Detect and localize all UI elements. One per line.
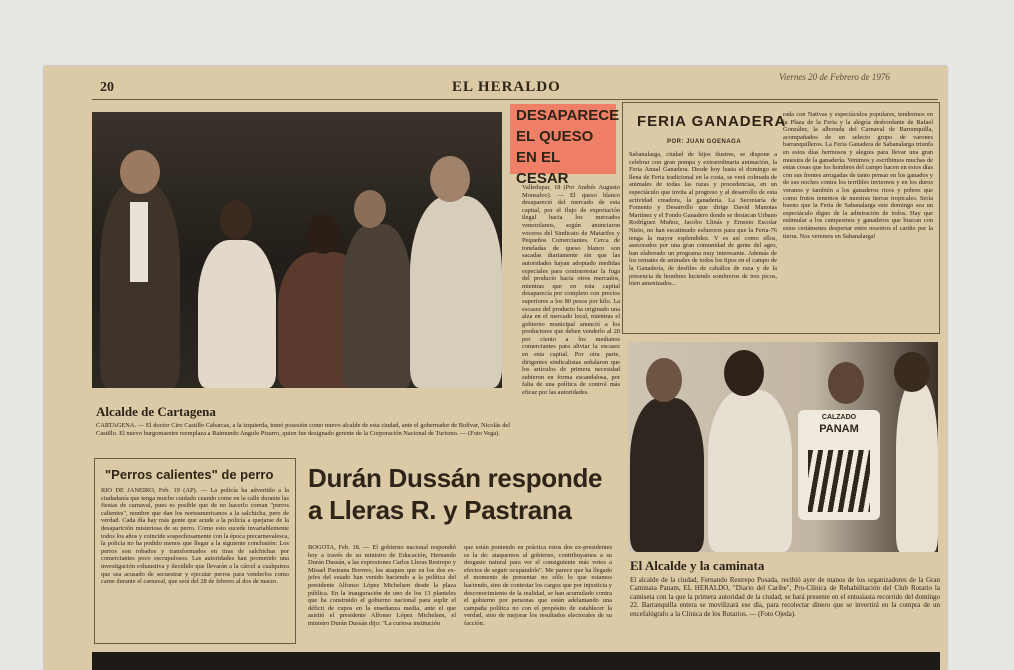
- issue-date: Viernes 20 de Febrero de 1976: [779, 72, 890, 82]
- photo2-caption: El Alcalde y la caminata: [630, 558, 765, 573]
- feria-box: [622, 102, 940, 334]
- queso-headline-line2: EL QUESO: [516, 128, 594, 145]
- feria-byline: POR: JUAN GOENAGA: [667, 139, 742, 145]
- masthead-rule: [92, 99, 938, 100]
- duran-headline-line2: a Lleras R. y Pastrana: [308, 495, 572, 525]
- queso-headline-line3: EN EL CESAR: [516, 149, 569, 187]
- queso-headline-box: [510, 104, 620, 187]
- newspaper-page: [44, 66, 947, 670]
- page-number: 20: [100, 80, 114, 95]
- cartagena-photo: [92, 112, 502, 388]
- shirt-brand: PANAM: [819, 423, 859, 435]
- perros-text: RIO DE JANEIRO, Feb. 19 (AP). — La policía ha advertido a la ciudadanía que tenga mucho cuidado cuando come en la calle durante las fiestas de carnaval, pues es posible que de no hacerlo coman "perros calientes", nombre que dan los norteamericanos a la salchicha, pero de verdad. Cada día hay más gente que acude a la policía a quejarse de la desaparición misteriosa de su perro. Como esto sucede invariablemente todos los años y coincide sospechosamente con la época precarnavalesca, la policía no ha podido menos que llegar a la siguiente conclusión: Los perros son robados y transformados en tiras de salchichas por comerciantes poco escrupulosos. Las autoridades han prometido una investigación exhaustiva y decidido que llevarán a la cárcel a cualquiera que sea acusado de secuestrar y ejecutar perros para venderlos como carne durante el carnaval, que será del 28 de febrero al dos de marzo.: [101, 487, 289, 586]
- bottom-photo-strip: [92, 652, 940, 670]
- queso-headline-line1: DESAPARECE: [516, 107, 620, 124]
- photo1-caption: Alcalde de Cartagena: [96, 404, 216, 419]
- photo2-text: El alcalde de la ciudad, Fernando Restrepo Posada, recibió ayer de manos de los organizadores de la Gran Caminata Panam, EL HERALDO, "Diario del Caribe", Pro-Clínica de Rehabilitación del Club Rotario la camiseta con la que la primera autoridad de la ciudad, se hará presente en el entusiasta recorrido del domingo 22. Barranquilla entera se movilizará ese día, para recolectar dinero que se invertirá en la compra de un encefalógrafo a la Clínica de los Rotarios. — (Foto Ojeda).: [630, 576, 940, 618]
- perros-box: [94, 458, 296, 644]
- newspaper-name: EL HERALDO: [452, 79, 561, 95]
- caminata-photo: [628, 342, 938, 552]
- perros-headline: "Perros calientes" de perro: [105, 467, 274, 482]
- duran-headline: [308, 462, 628, 526]
- feria-title: FERIA GANADERA: [637, 113, 787, 130]
- feria-text-col1: Sabanalarga, ciudad de hijos ilustres, se dispone a celebrar con gran pompa y extraordinaria animación, la Feria Anual Ganadera. Desde hoy hasta el domingo se llena de Feria tradicional en la costa, se verá colmada de animales de todas las razas y procedencias, en un espectáculo que invita al progreso y al desarrollo de esta actividad creadora, la ganadería. La Secretaría de Fomento y Desarrollo que dirige David Manotas Martínez y el Fondo Ganadero donde se destacan Urbano Rodríguez Muñoz, Jacobo Llinás y Ernesto Escolar Nieto, no han escatimado esfuerzos para que la Feria-76 tenga la mayor esplendidez. Y es así como ellos, asesorados por una gran comunidad de gente del agro, han elaborado un programa muy interesante. Además de los remates de animales de todos los tipos en el campo de la Ganadería, de desfiles de caballos de raza y de la presencia de hombres luciendo sombreros de tres picos, bien amenizados...: [629, 151, 777, 288]
- queso-text: Valledupar, 18 (Por Andrés Augusto Monsalvo). — El queso blanco desapareció del mercado de esta capital, por el flujo de exportación ilegal hacia los mercados venezolanos, según anunciaron voceros del Sindicato de Matarifes y Pequeños Comerciantes. Cerca de toneladas de queso blanco son sacadas diariamente sin que las autoridades hayan adoptado medidas especiales para contrarrestar la fuga del producto hacia otros mercados, mientras que en esta capital desaparecía por completo con precios superiores a los 80 pesos por kilo. La escasez del producto ha originado una alza en el mercado local, mientras el gobierno municipal anunció a los productores que deben venderlo al 20 por ciento a los medianos comerciantes para aliviar la escasez en esta capital. Por otra parte, dirigentes sindicalistas señalaron que los artículos de primera necesidad subieron en forma escandalosa, por falta de una política de control más eficaz por las autoridades.: [522, 184, 620, 397]
- duran-headline-line1: Durán Dussán responde: [308, 463, 603, 493]
- feria-text-col2: rada con Nativas y espectáculos populares, tendremos en la Plaza de la Feria y la alegría desbordante de Rafael González, la alborada del Carnaval de Barranquilla, acompañados de un selecto grupo de varones barranquilleros. La Feria Ganadera de Sabanalarga triunfa en estos días hermosos y alegres para llevar una gran muestra de la ganadería. Venimos y escribimos muchas de estas cosas que los hombres del campo hacen en estos días con sus frentes arrugadas de tanto pensar en los ganados y de sus noches contra los terribles inviernos y en los duros veranos y también a los ganaderos ricos y pobres que como frutos tenemos de nuestras tierras tropicales. Sería bueno que la Feria de Sabanalarga este domingo sea un espectáculo digno de la admiración de todos. Hay que estimular a los campesinos y ganaderos que buscan con estos certámenes despertar entre nosotros el cariño por la tierra. Nos veremos en Sabanalarga!: [783, 111, 933, 240]
- duran-text-col1: BOGOTA, Feb. 18. — El gobierno nacional respondió hoy a través de su ministro de Educación, Hernando Durán Dussán, a las expresiones Carlos Lleras Restrepo y Misael Pastrana Borrero, los ataques que en los dos ex-jefes del estado han venido haciendo a la política del presidente Alfonso López Michelsen desde la plaza pública. En la inauguración de uno de los 13 planteles que ha construido el gobierno nacional para suplir el déficit de cupos en la enseñanza media, ante el que asistió el presidente Alfonso López Michelsen, el ministro Durán Dussán dijo: "La curiosa institución: [308, 544, 456, 627]
- shirt-brand-top: CALZADO: [821, 414, 857, 421]
- duran-text-col2: que están poniendo en práctica estos dos ex-presidentes es la de: ataquemos al gobierno, contribuyamos a su desgaste natural para ver el consiguiente más votos a efectos de seguir ocupándolo". Me parece que ha llegado el momento de presentar no sólo lo que estamos haciendo, sino de contestar los cargos que por injusticia y desconocimiento de la realidad, se han acumulado contra el gobierno por personas que están adelantando una campaña política no con el propósito de establecer la verdad, sino de mejorar los resultados electorales de su facción.: [464, 544, 612, 627]
- photo1-text: CARTAGENA. — El doctor Ciro Castillo Cabarcas, a la izquierda, tomó posesión como nuevo alcalde de esta ciudad, ante el gobernador de Bolívar, Nicolás del Castillo. El nuevo burgomaestre reemplaza a Raimundo Angulo Pizarro, quien fue designado gerente de la Corporación Nacional de Turismo. — (Foto Vega).: [96, 422, 510, 437]
